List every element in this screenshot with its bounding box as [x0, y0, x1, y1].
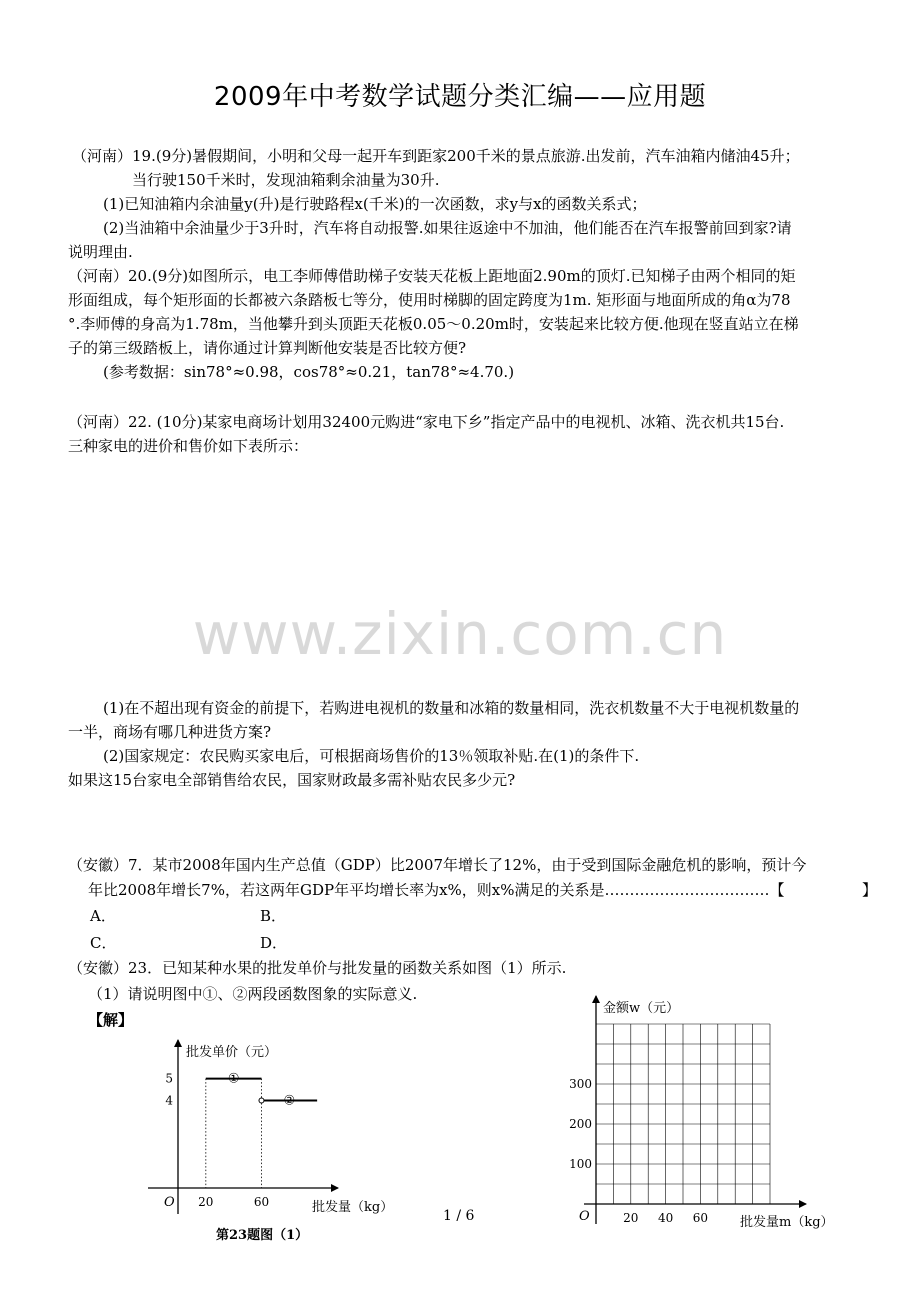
x-axis-label: 批发量（kg） [312, 1200, 394, 1215]
q7-line-2: 年比2008年增长7%，若这两年GDP年平均增长率为x%，则x%满足的关系是……………………………【 [88, 881, 785, 899]
q20-line-3: °.李师傅的身高为1.78m，当他攀升到头顶距天花板0.05～0.20m时，安装起来比较方便.他现在竖直站立在梯 [68, 315, 799, 333]
x-tick-label-0: 20 [198, 1195, 214, 1209]
origin-label: O [164, 1195, 175, 1210]
figure-caption: 第23题图（1） [216, 1228, 309, 1243]
q20-line-2: 形面组成，每个矩形面的长都被六条踏板七等分，使用时梯脚的固定跨度为1m. 矩形面与地面所成的角α为78 [68, 291, 791, 309]
x-tick-label-0: 20 [623, 1211, 639, 1225]
x-tick-label-1: 40 [657, 1211, 674, 1225]
x-axis-label: 批发量m（kg） [740, 1215, 834, 1230]
q7-option-d: D． [260, 934, 288, 952]
open-endpoint-1 [259, 1098, 264, 1103]
amount-grid-chart [566, 992, 840, 1232]
q23-line-2: （1）请说明图中①、②两段函数图象的实际意义. [88, 985, 418, 1003]
price-chart [140, 1036, 400, 1222]
y-tick-label-2: 300 [569, 1077, 592, 1091]
q22-line-2: 三种家电的进价和售价如下表所示： [68, 437, 309, 455]
segment-label-1: ① [227, 1071, 240, 1087]
q22-line-1: （河南）22. (10分)某家电商场计划用32400元购进“家电下乡”指定产品中的电视机、冰箱、洗衣机共15台. [68, 413, 785, 431]
q23-line-1: （安徽）23．已知某种水果的批发单价与批发量的函数关系如图（1）所示. [68, 959, 567, 977]
q22-line-4: 一半，商场有哪几种进货方案? [68, 723, 272, 741]
segment-label-2: ② [283, 1093, 296, 1109]
q20-line-5: (参考数据：sin78°≈0.98，cos78°≈0.21，tan78°≈4.70.) [103, 363, 515, 381]
q20-line-1: （河南）20.(9分)如图所示，电工李师傅借助梯子安装天花板上距地面2.90m的顶灯.已知梯子由两个相同的矩 [68, 267, 796, 285]
y-tick-label-1: 4 [165, 1093, 173, 1108]
y-tick-label-0: 100 [569, 1157, 592, 1171]
watermark: www.zixin.com.cn [192, 600, 728, 668]
q22-line-6: 如果这15台家电全部销售给农民，国家财政最多需补贴农民多少元? [68, 771, 516, 789]
origin-label: O [579, 1209, 590, 1224]
q7-option-b: B． [260, 907, 287, 925]
x-tick-label-1: 60 [253, 1195, 270, 1209]
q19-line-1: （河南）19.(9分)暑假期间，小明和父母一起开车到距家200千米的景点旅游.出发前，汽车油箱内储油45升； [72, 147, 800, 165]
q22-line-3: (1)在不超出现有资金的前提下，若购进电视机的数量和冰箱的数量相同，洗衣机数量不大于电视机数量的 [103, 699, 800, 717]
q7-option-c: C． [90, 934, 117, 952]
q7-option-a: A． [90, 907, 116, 925]
q7-line-1: （安徽）7．某市2008年国内生产总值（GDP）比2007年增长了12%，由于受到国际金融危机的影响，预计今 [68, 856, 807, 874]
q23-solution-label: 【解】 [88, 1011, 134, 1029]
q7-bracket-close: 】 [862, 881, 878, 899]
x-tick-label-2: 60 [692, 1211, 709, 1225]
q19-line-5: 说明理由. [68, 243, 133, 261]
page-title: 2009年中考数学试题分类汇编——应用题 [213, 82, 707, 112]
y-tick-label-1: 200 [569, 1117, 592, 1131]
q22-line-5: (2)国家规定：农民购买家电后，可根据商场售价的13％领取补贴.在(1)的条件下. [103, 747, 640, 765]
q19-line-4: (2)当油箱中余油量少于3升时，汽车将自动报警.如果往返途中不加油，他们能否在汽车报警前回到家?请 [103, 219, 792, 237]
q20-line-4: 子的第三级踏板上，请你通过计算判断他安装是否比较方便? [68, 339, 467, 357]
q19-line-3: (1)已知油箱内余油量y(升)是行驶路程x(千米)的一次函数，求y与x的函数关系式； [103, 195, 647, 213]
y-tick-label-0: 5 [165, 1071, 173, 1086]
y-axis-label: 批发单价（元） [186, 1045, 278, 1060]
y-axis-label: 金额w（元） [603, 1001, 680, 1016]
q19-line-2: 当行驶150千米时，发现油箱剩余油量为30升. [132, 171, 440, 189]
page-number: 1 / 6 [443, 1208, 475, 1224]
